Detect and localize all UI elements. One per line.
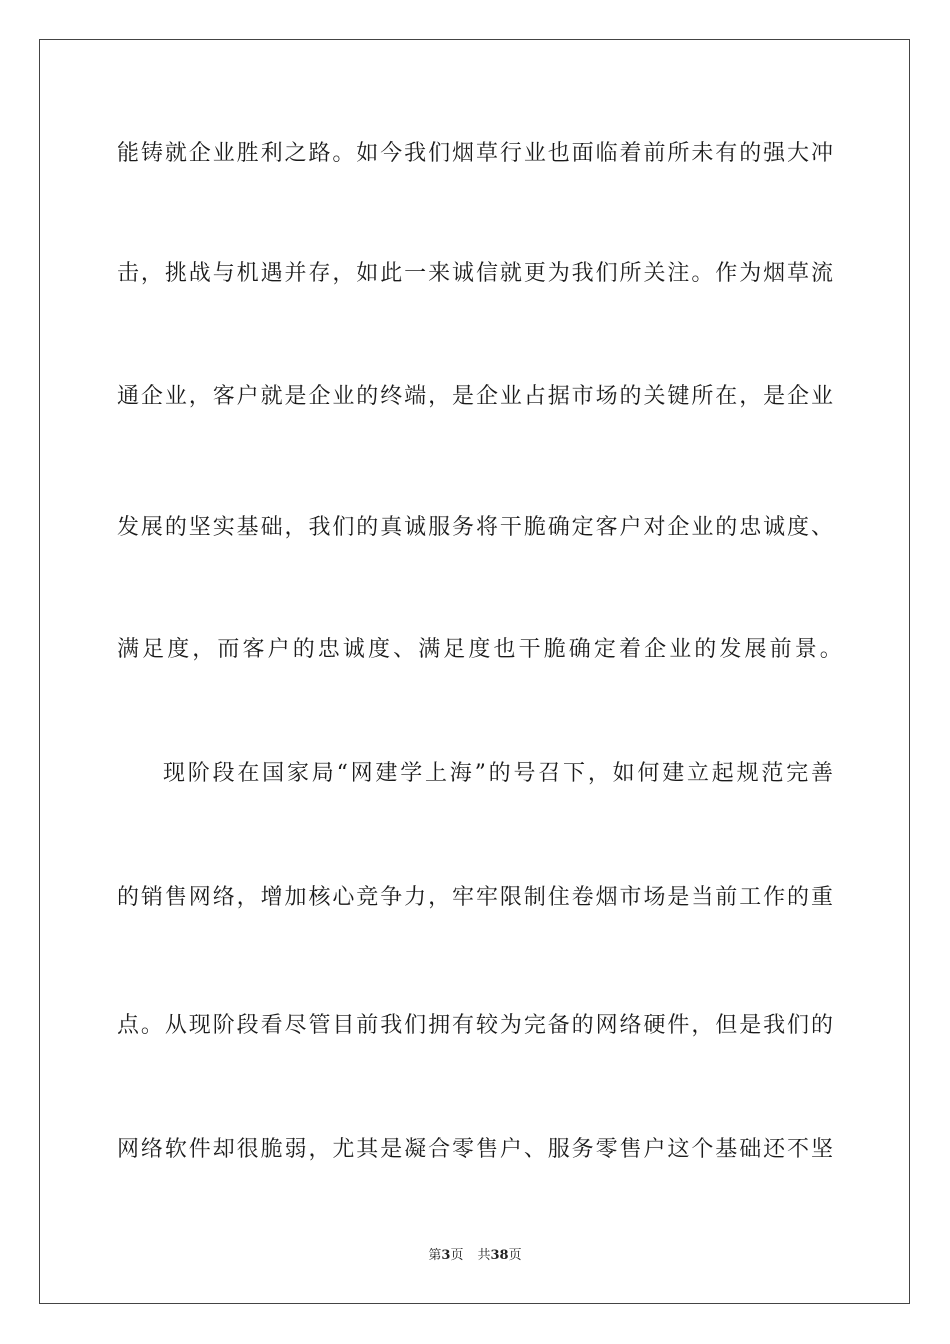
paragraph-1-line-2: 击，挑战与机遇并存，如此一来诚信就更为我们所关注。作为烟草流 <box>117 261 833 286</box>
paragraph-1-line-1: 能铸就企业胜利之路。如今我们烟草行业也面临着前所未有的强大冲 <box>117 141 833 166</box>
page-number: 3 <box>441 1248 451 1263</box>
paragraph-2-line-1: 现阶段在国家局“网建学上海”的号召下，如何建立起规范完善 <box>163 761 833 786</box>
paragraph-2-line-3: 点。从现阶段看尽管目前我们拥有较为完备的网络硬件，但是我们的 <box>117 1013 833 1038</box>
page-prefix: 第 <box>428 1248 442 1263</box>
paragraph-1-line-3: 通企业，客户就是企业的终端，是企业占据市场的关键所在，是企业 <box>117 384 833 409</box>
total-pages: 38 <box>490 1248 509 1263</box>
paragraph-2-line-2: 的销售网络，增加核心竞争力，牢牢限制住卷烟市场是当前工作的重 <box>117 885 833 910</box>
total-prefix: 共 <box>477 1248 491 1263</box>
total-suffix: 页 <box>508 1248 522 1263</box>
paragraph-1-line-5: 满足度，而客户的忠诚度、满足度也干脆确定着企业的发展前景。 <box>117 637 845 662</box>
paragraph-2-line-4: 网络软件却很脆弱，尤其是凝合零售户、服务零售户这个基础还不坚 <box>117 1137 833 1162</box>
page-footer <box>0 1247 950 1265</box>
page-suffix: 页 <box>450 1248 464 1263</box>
page-border <box>39 39 910 1304</box>
paragraph-1-line-4: 发展的坚实基础，我们的真诚服务将干脆确定客户对企业的忠诚度、 <box>117 515 833 540</box>
